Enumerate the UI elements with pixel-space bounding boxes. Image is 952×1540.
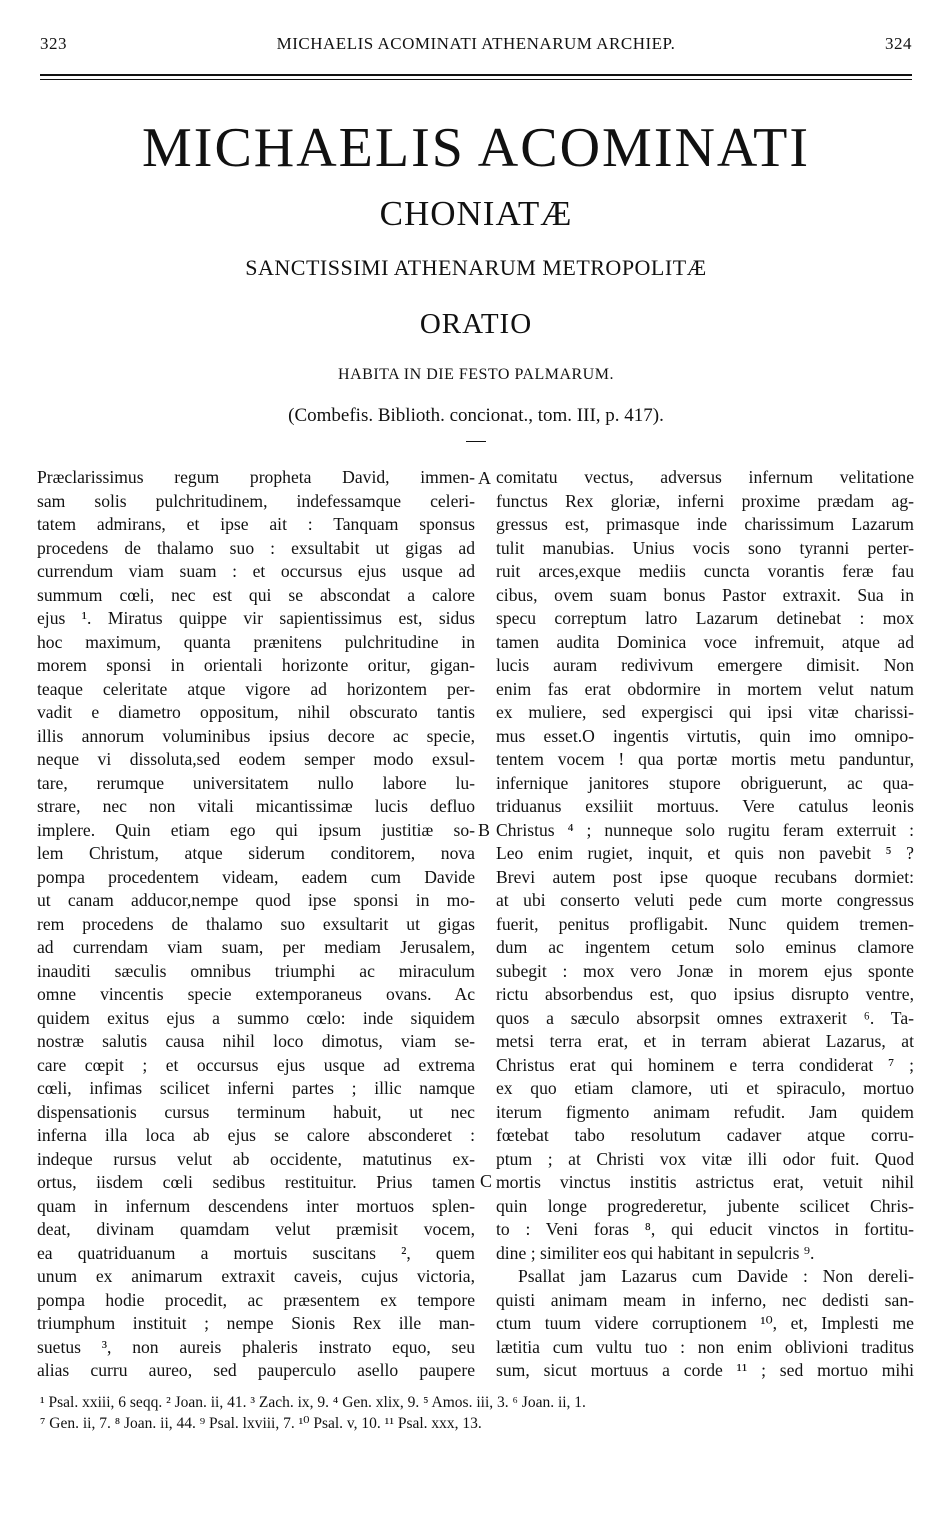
text-line: teaque celeritate atque vigore ad horizontem per- <box>37 678 475 699</box>
text-line: subegit : mox vero Jonæ in morem ejus sponte <box>496 960 914 981</box>
text-line: Christus ⁴ ; nunneque solo rugitu feram exterruit : <box>496 819 914 840</box>
text-line: alias curru aureo, sed pauperculo asello paupere <box>37 1360 475 1380</box>
text-line: dine ; similiter eos qui habitant in sepulcris ⁹. <box>496 1242 815 1263</box>
text-line: neque vi dissoluta,sed eodem semper modo exsul- <box>37 749 475 769</box>
text-line: hoc maximum, quanta prænitens pulchritudine in <box>37 631 475 652</box>
text-line: sum, sicut mortuus a corde ¹¹ ; sed mortuo mihi <box>496 1360 914 1380</box>
text-line: tulit manubias. Unius vocis sono tyranni perter- <box>496 537 914 558</box>
text-line: Leo enim rugiet, inquit, et quis non pavebit ⁵ ? <box>496 843 914 863</box>
text-line: ex quo etiam clamore, uti et spiraculo, mortuo <box>496 1078 914 1098</box>
text-line: at ubi conserto veluti pede cum morte congressus <box>496 890 914 910</box>
text-line: pompa procedentem videam, eadem cum Davide <box>37 866 475 887</box>
text-line: ejus ¹. Miratus quippe vir sapientissimus est, sidus <box>37 608 475 628</box>
text-line: triduanus exsiliit mortuus. Vere catulus leonis <box>496 796 914 816</box>
text-line: lætitia cum vultu tuo : non enim oblivioni traditus <box>496 1336 914 1357</box>
text-line: fœtebat tabo resolutum cadaver atque corru- <box>496 1125 914 1145</box>
text-line: cœli, infimas scilicet inferni partes ; illic namque <box>37 1078 475 1098</box>
text-line: mus esset.O ingentis virtutis, quin imo omnipo- <box>496 725 914 746</box>
title-genre: ORATIO <box>419 308 533 340</box>
running-header <box>40 34 912 60</box>
text-line: functus Rex gloriæ, inferni proxime prædam ag- <box>496 490 914 511</box>
text-line: deat, divinam quamdam velut præmisit vocem, <box>37 1219 475 1239</box>
text-line: Præclarissimus regum propheta David, immen- <box>37 467 475 487</box>
text-line: nostræ salutis causa nihil loco dimotus, viam se- <box>37 1031 475 1051</box>
text-line: quin longe progrederetur, jubente scilicet Chris- <box>496 1195 914 1216</box>
text-line: enim fas erat obdormire in mortem velut natum <box>496 678 914 699</box>
text-line: sam solis pulchritudinem, indefessamque celeri- <box>37 490 475 511</box>
text-line: metsi terra erat, et in terram abierat Lazarus, at <box>496 1031 914 1051</box>
text-line: ptum ; at Christi vox vitæ illi odor fuit. Quod <box>496 1148 914 1169</box>
text-line: Brevi autem post ipse quoque recubans dormiet: <box>496 866 914 887</box>
title-occasion: HABITA IN DIE FESTO PALMARUM. <box>338 366 614 383</box>
text-line: illis annorum voluminibus ipsius decore ac specie, <box>37 725 475 746</box>
text-line: ortus, iisdem cœli sedibus restituitur. Prius tamen <box>37 1172 475 1192</box>
text-line: inauditi sæculis omnibus triumphi ac miraculum <box>37 960 475 981</box>
page-number-left: 323 <box>40 34 67 53</box>
header-rule-bottom <box>40 79 912 80</box>
text-line: rictu absorbendus est, quo ipsius disrupto ventre, <box>496 984 914 1004</box>
text-line: lem Christum, atque siderum conditorem, nova <box>37 843 475 863</box>
text-line: mortis vinctus institis astrictus erat, vetuit nihil <box>496 1172 914 1192</box>
text-line: ctum tuum videre corruptionem ¹⁰, et, Implesti me <box>496 1313 914 1333</box>
text-line: care cœpit ; et occursus ejus usque ad extrema <box>37 1054 475 1075</box>
text-line: inferna illa loca ab ejus se calore absconderet : <box>37 1125 475 1145</box>
text-line: morem sponsi in orientali horizonte oritur, gigan- <box>37 655 475 675</box>
page-number-right: 324 <box>885 34 912 53</box>
footnote-line: ⁷ Gen. ii, 7. ⁸ Joan. ii, 44. ⁹ Psal. lxviii, 7. ¹⁰ Psal. v, 10. ¹¹ Psal. xxx, 13. <box>40 1415 482 1432</box>
column-marker-a: A <box>478 468 491 488</box>
text-line: fuerit, penitus profligabit. Nunc quidem tremen- <box>496 913 914 934</box>
text-line: gressus est, primasque inde charissimum Lazarum <box>496 514 914 534</box>
text-line: Psallat jam Lazarus cum Davide : Non dereli- <box>518 1266 914 1286</box>
header-rule-top <box>40 74 912 76</box>
text-line: ruit arces,exque mediis cuncta vorantis feræ fau <box>496 561 914 581</box>
text-line: ex muliere, sed expergisci qui ipsi vitæ charissi- <box>496 702 914 722</box>
text-line: tentem vocem ! qua portæ mortis metu panduntur, <box>496 749 914 769</box>
text-line: rem procedens de thalamo suo exsultarit ut gigas <box>37 913 475 934</box>
text-line: tatem admirans, et ipse ait : Tanquam sponsus <box>37 514 475 534</box>
text-line: lucis auram redivivum emergere dimisit. Non <box>496 655 914 675</box>
text-line: comitatu vectus, adversus infernum velitatione <box>496 467 914 487</box>
text-line: unum ex animarum extraxit caveis, cujus victoria, <box>37 1266 475 1286</box>
title-author: MICHAELIS ACOMINATI <box>142 117 810 179</box>
text-line: currendum viam suam : et occursus ejus usque ad <box>37 561 475 581</box>
footnotes <box>40 1392 912 1434</box>
text-line: dispensationis cursus terminum habuit, ut nec <box>37 1101 475 1122</box>
text-line: summum cœli, nec est qui se abscondat a calore <box>37 584 475 605</box>
text-line: quisti animam meam in inferno, nec dedisti san- <box>496 1289 914 1310</box>
text-line: tare, rerumque universitatem nullo labore lu- <box>37 772 475 793</box>
text-line: ut canam adducor,nempe quod ipse sponsi in mo- <box>37 890 475 910</box>
text-line: implere. Quin etiam ego qui ipsum justitiæ so- <box>37 819 475 840</box>
text-line: specu correptum latro Lazarum detinebat : mox <box>496 608 914 628</box>
right-column <box>496 466 914 1383</box>
column-marker-b: B <box>478 820 491 840</box>
text-line: Christus erat qui hominem e terra condiderat ⁷ ; <box>496 1054 914 1075</box>
title-surname: CHONIATÆ <box>379 194 573 233</box>
text-line: quidem exitus ejus a summo cœlo: inde siquidem <box>37 1007 475 1028</box>
text-line: tamen audita Dominica voce infremuit, atque ad <box>496 631 914 652</box>
title-office: SANCTISSIMI ATHENARUM METROPOLITÆ <box>245 255 707 280</box>
text-line: quos a sæculo absorpsit omnes extraxerit ⁶. Ta- <box>496 1007 914 1028</box>
text-line: procedens de thalamo suo : exsultabit ut gigas ad <box>37 537 475 558</box>
text-line: vadit e diametro oppositum, nihil obscurato tantis <box>37 702 475 722</box>
text-line: ea quatriduanum a mortuis suscitans ², quem <box>37 1242 475 1263</box>
text-line: pompa hodie procedit, ac præsentem ex tempore <box>37 1289 475 1310</box>
footnote-line: ¹ Psal. xxiii, 6 seqq. ² Joan. ii, 41. ³ Zach. ix, 9. ⁴ Gen. xlix, 9. ⁵ Amos. iii, 3. ⁶ Joan. ii, 1. <box>40 1394 586 1411</box>
title-source: (Combefis. Biblioth. concionat., tom. III, p. 417). <box>288 405 664 426</box>
text-line: omne vincentis specie extemporaneus ovans. Ac <box>37 984 475 1004</box>
text-line: infernique janitores stupore obriguerunt, ac qua- <box>496 772 914 793</box>
text-line: dum ac ingentem cetum solo eminus clamore <box>496 937 914 957</box>
text-line: quam in infernum descendens inter mortuos splen- <box>37 1195 475 1216</box>
column-marker-c: C <box>480 1171 493 1191</box>
text-line: cibus, ovem suam bonus Pastor extraxit. Sua in <box>496 584 914 605</box>
text-line: triumphum instituit ; nempe Sionis Rex ille man- <box>37 1313 475 1333</box>
text-line: suetus ³, non aureis phaleris instrato equo, seu <box>37 1336 475 1357</box>
text-line: iterum figmento animam refudit. Jam quidem <box>496 1101 914 1122</box>
text-line: to : Veni foras ⁸, qui educit vinctos in fortitu- <box>496 1219 914 1239</box>
running-title: MICHAELIS ACOMINATI ATHENARUM ARCHIEP. <box>276 34 676 53</box>
text-line: strare, nec non vitali micantissimæ lucis defluo <box>37 796 475 816</box>
left-column <box>37 466 475 1383</box>
text-line: indeque rursus velut ab occidente, matutinus ex- <box>37 1148 475 1169</box>
text-line: ad currendam viam suam, per mediam Jerusalem, <box>37 937 475 957</box>
title-separator <box>466 441 486 442</box>
